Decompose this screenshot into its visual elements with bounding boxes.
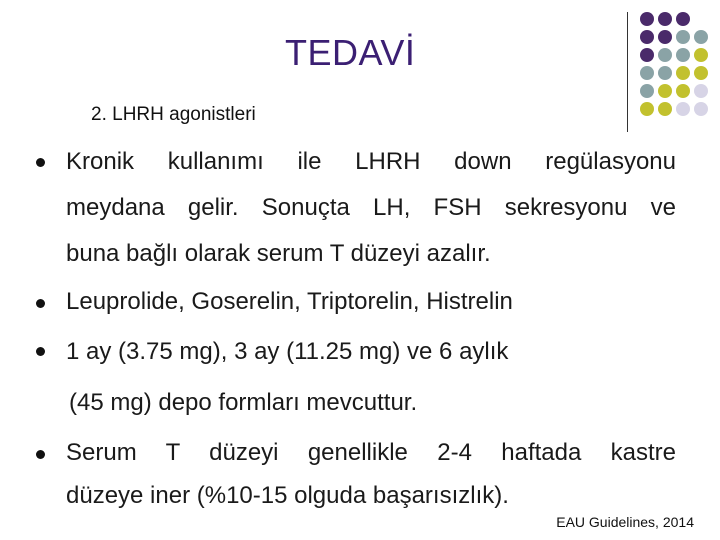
decor-dot — [694, 102, 708, 116]
decor-dot — [676, 30, 690, 44]
bullet-point — [36, 299, 45, 308]
decor-dot — [658, 102, 672, 116]
decor-dot — [658, 84, 672, 98]
bullet-text-line: (45 mg) depo formları mevcuttur. — [69, 389, 418, 416]
decor-dot — [676, 12, 690, 26]
bullet-text-line: 1 ay (3.75 mg), 3 ay (11.25 mg) ve 6 aylık — [66, 338, 509, 365]
decor-dot — [694, 30, 708, 44]
bullet-text-line: Leuprolide, Goserelin, Triptorelin, Histrelin — [66, 288, 513, 315]
divider-line — [627, 12, 628, 132]
decor-dot — [658, 48, 672, 62]
source-citation: EAU Guidelines, 2014 — [556, 514, 694, 530]
decor-dot — [658, 30, 672, 44]
decor-dot — [676, 102, 690, 116]
slide-subtitle: 2. LHRH agonistleri — [91, 104, 256, 125]
bullet-text-line: meydana gelir. Sonuçta LH, FSH sekresyonu ve — [66, 194, 676, 221]
decor-dot — [640, 30, 654, 44]
decor-dot — [694, 84, 708, 98]
decor-dot — [694, 66, 708, 80]
bullet-text-line: buna bağlı olarak serum T düzeyi azalır. — [66, 240, 491, 267]
decor-dot — [640, 84, 654, 98]
bullet-text-line: düzeye iner (%10-15 olguda başarısızlık). — [66, 482, 509, 509]
decor-dot — [694, 48, 708, 62]
decor-dot — [640, 102, 654, 116]
bullet-text-line: Serum T düzeyi genellikle 2-4 haftada kastre — [66, 439, 676, 466]
bullet-point — [36, 158, 45, 167]
decor-dot — [640, 48, 654, 62]
bullet-point — [36, 450, 45, 459]
decor-dot — [676, 48, 690, 62]
decor-dot — [640, 66, 654, 80]
decor-dot — [658, 66, 672, 80]
decor-dot — [676, 84, 690, 98]
bullet-text-line: Kronik kullanımı ile LHRH down regülasyonu — [66, 148, 676, 175]
bullet-point — [36, 347, 45, 356]
decor-dot — [676, 66, 690, 80]
decor-dot — [658, 12, 672, 26]
decor-dot — [640, 12, 654, 26]
slide-title: TEDAVİ — [285, 32, 416, 73]
